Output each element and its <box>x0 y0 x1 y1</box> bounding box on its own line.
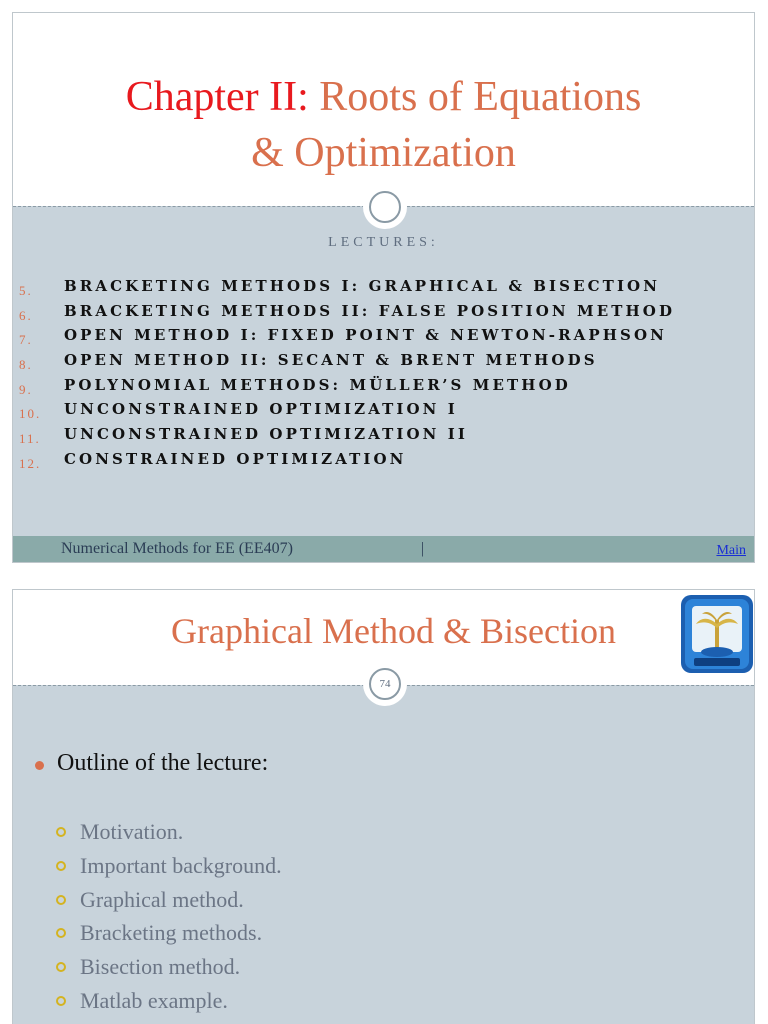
chapter-title-line2: & Optimization <box>251 130 516 176</box>
list-item-text: Bisection method. <box>80 954 241 980</box>
slide-chapter-overview <box>12 12 755 563</box>
slide-title: Graphical Method & Bisection <box>171 611 616 651</box>
logo-graphic <box>680 594 754 676</box>
page-number: 74 <box>379 678 391 690</box>
lecture-title: OPEN METHOD II: SECANT & BRENT METHODS <box>64 351 598 370</box>
lecture-number: 6. <box>19 307 33 323</box>
lecture-title: UNCONSTRAINED OPTIMIZATION II <box>64 425 469 444</box>
circle-bullet-icon <box>56 962 66 972</box>
lecture-title: BRACKETING METHODS I: GRAPHICAL & BISECTION <box>64 277 661 295</box>
lecture-number: 10. <box>19 406 42 422</box>
lecture-number: 8. <box>19 357 33 373</box>
circle-bullet-icon <box>56 895 66 905</box>
chapter-label: Chapter II: <box>125 74 309 120</box>
lecture-number: 12. <box>19 455 42 471</box>
lecture-title: UNCONSTRAINED OPTIMIZATION I <box>64 400 458 419</box>
page-ring <box>363 662 407 706</box>
circle-bullet-icon <box>56 861 66 871</box>
outline-label: Outline of the lecture: <box>57 750 269 776</box>
circle-bullet-icon <box>56 996 66 1006</box>
slide-graphical-bisection <box>12 589 755 1024</box>
ring-inner <box>369 668 401 700</box>
divider-ring-icon <box>363 185 407 229</box>
list-item-text: Graphical method. <box>80 886 244 912</box>
circle-bullet-icon <box>56 827 66 837</box>
lecture-title: CONSTRAINED OPTIMIZATION <box>64 449 407 468</box>
list-item-text: Matlab example. <box>80 987 228 1013</box>
list-item-text: Motivation. <box>80 819 184 844</box>
chapter-title <box>13 69 754 181</box>
lecture-number: 5. <box>19 283 33 298</box>
footer-separator: | <box>421 540 425 557</box>
lecture-number: 7. <box>19 332 33 348</box>
list-item-text: Bracketing methods. <box>80 920 263 946</box>
slide-footer <box>13 536 754 563</box>
main-link[interactable]: Main <box>716 543 746 558</box>
lectures-heading: LECTURES: <box>328 235 439 250</box>
list-item-text: Important background. <box>80 852 282 878</box>
ring-inner <box>369 191 401 223</box>
bullet-icon <box>35 761 44 770</box>
lecture-number: 11. <box>19 431 41 447</box>
chapter-title-line1: Roots of Equations <box>308 74 642 120</box>
lecture-title: OPEN METHOD I: FIXED POINT & NEWTON-RAPHSON <box>64 326 667 345</box>
circle-bullet-icon <box>56 928 66 938</box>
lecture-title: BRACKETING METHODS II: FALSE POSITION METHOD <box>64 301 676 320</box>
lecture-number: 9. <box>19 381 33 397</box>
university-logo-icon <box>680 594 754 676</box>
course-name: Numerical Methods for EE (EE407) <box>61 540 293 557</box>
lecture-title: POLYNOMIAL METHODS: MÜLLER’S METHOD <box>64 375 571 394</box>
